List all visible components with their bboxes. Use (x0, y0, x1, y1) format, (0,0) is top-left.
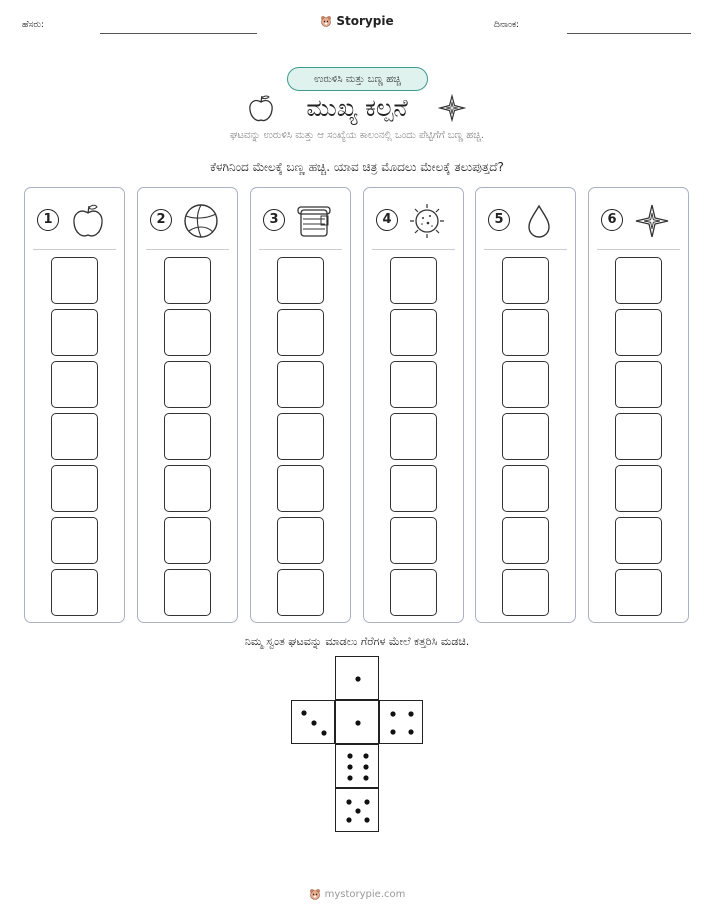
apple-icon (69, 202, 107, 240)
question: ಕೆಳಗಿನಿಂದ ಮೇಲಕ್ಕೆ ಬಣ್ಣ ಹಚ್ಚಿ. ಯಾವ ಚಿತ್ರ ಮೊದಲು ಮೇಲಕ್ಕೆ ತಲುಪುತ್ತದೆ? (210, 160, 504, 174)
column-5 (475, 187, 576, 623)
color-box[interactable] (277, 413, 324, 460)
die-pips (336, 745, 380, 789)
die-pips (292, 701, 336, 745)
color-box[interactable] (51, 309, 98, 356)
column-divider (146, 249, 229, 250)
die-pips (336, 789, 380, 833)
column-divider (372, 249, 455, 250)
color-box[interactable] (390, 569, 437, 616)
sun-icon (408, 202, 446, 240)
bear-logo-icon (309, 888, 321, 900)
color-box[interactable] (502, 569, 549, 616)
brand-name: Storypie (336, 14, 394, 28)
die-face (335, 700, 379, 744)
column-2 (137, 187, 238, 623)
color-box[interactable] (390, 413, 437, 460)
die-face (335, 744, 379, 788)
instruction: ನಿಮ್ಮ ಸ್ವಂತ ಘಟವನ್ನು ಮಾಡಲು ಗೆರೆಗಳ ಮೇಲೆ ಕತ್ತರಿಸಿ ಮಡಚಿ. (244, 635, 470, 648)
color-box[interactable] (502, 309, 549, 356)
color-box[interactable] (615, 257, 662, 304)
die-pips (380, 701, 424, 745)
column-divider (597, 249, 680, 250)
die-pips (336, 701, 380, 745)
column-number: 1 (37, 209, 59, 231)
color-box[interactable] (277, 465, 324, 512)
color-box[interactable] (164, 465, 211, 512)
color-box[interactable] (502, 413, 549, 460)
column-1 (24, 187, 125, 623)
color-box[interactable] (164, 569, 211, 616)
color-box[interactable] (502, 361, 549, 408)
color-box[interactable] (164, 517, 211, 564)
color-box[interactable] (615, 413, 662, 460)
color-box[interactable] (277, 569, 324, 616)
column-header (35, 202, 115, 242)
color-box[interactable] (277, 309, 324, 356)
color-box[interactable] (390, 517, 437, 564)
name-line[interactable] (100, 33, 257, 34)
title-row (0, 92, 714, 126)
die-face (291, 700, 335, 744)
volleyball-icon (182, 202, 220, 240)
column-number: 6 (601, 209, 623, 231)
column-header (261, 202, 341, 242)
color-box[interactable] (502, 465, 549, 512)
color-box[interactable] (502, 517, 549, 564)
column-number: 5 (488, 209, 510, 231)
brand-logo (0, 12, 714, 31)
bear-logo-icon (320, 15, 332, 27)
footer-url: mystorypie.com (324, 888, 406, 900)
color-box[interactable] (164, 257, 211, 304)
column-divider (259, 249, 342, 250)
page-title: ಮುಖ್ಯ ಕಲ್ಪನೆ (306, 94, 408, 122)
subtitle: ಘಟವನ್ನು ಉರುಳಿಸಿ ಮತ್ತು ಆ ಸಂಖ್ಯೆಯ ಕಾಲಂನಲ್ಲಿ ಒಂದು ಪೆಟ್ಟಿಗೆಗೆ ಬಣ್ಣ ಹಚ್ಚಿ. (229, 130, 485, 141)
column-number: 4 (376, 209, 398, 231)
column-header (374, 202, 454, 242)
color-box[interactable] (277, 257, 324, 304)
color-box[interactable] (51, 465, 98, 512)
color-box[interactable] (51, 257, 98, 304)
color-box[interactable] (164, 413, 211, 460)
column-divider (33, 249, 116, 250)
date-line[interactable] (567, 33, 691, 34)
column-header (599, 202, 679, 242)
color-box[interactable] (277, 361, 324, 408)
column-4 (363, 187, 464, 623)
color-box[interactable] (390, 361, 437, 408)
column-header (148, 202, 228, 242)
die-pips (336, 657, 380, 701)
column-6 (588, 187, 689, 623)
color-box[interactable] (390, 257, 437, 304)
die-face (335, 656, 379, 700)
color-box[interactable] (51, 361, 98, 408)
date-label: ದಿನಾಂಕ: (494, 20, 520, 30)
color-box[interactable] (51, 569, 98, 616)
column-number: 2 (150, 209, 172, 231)
water-drop-icon (520, 202, 558, 240)
color-box[interactable] (390, 465, 437, 512)
name-label: ಹೆಸರು: (22, 20, 45, 30)
column-3 (250, 187, 351, 623)
sparkle-icon (633, 202, 671, 240)
color-box[interactable] (615, 361, 662, 408)
color-box[interactable] (615, 569, 662, 616)
color-box[interactable] (164, 361, 211, 408)
color-box[interactable] (615, 517, 662, 564)
topic-pill: ಉರುಳಿಸಿ ಮತ್ತು ಬಣ್ಣ ಹಚ್ಚಿ (287, 67, 428, 91)
color-box[interactable] (51, 413, 98, 460)
die-face (379, 700, 423, 744)
color-box[interactable] (615, 309, 662, 356)
column-number: 3 (263, 209, 285, 231)
color-box[interactable] (164, 309, 211, 356)
bread-icon (295, 202, 333, 240)
sparkle-icon (438, 94, 466, 122)
color-box[interactable] (277, 517, 324, 564)
column-header (486, 202, 566, 242)
die-face (335, 788, 379, 832)
column-divider (484, 249, 567, 250)
color-box[interactable] (51, 517, 98, 564)
color-box[interactable] (502, 257, 549, 304)
color-box[interactable] (615, 465, 662, 512)
color-box[interactable] (390, 309, 437, 356)
footer (0, 888, 714, 903)
